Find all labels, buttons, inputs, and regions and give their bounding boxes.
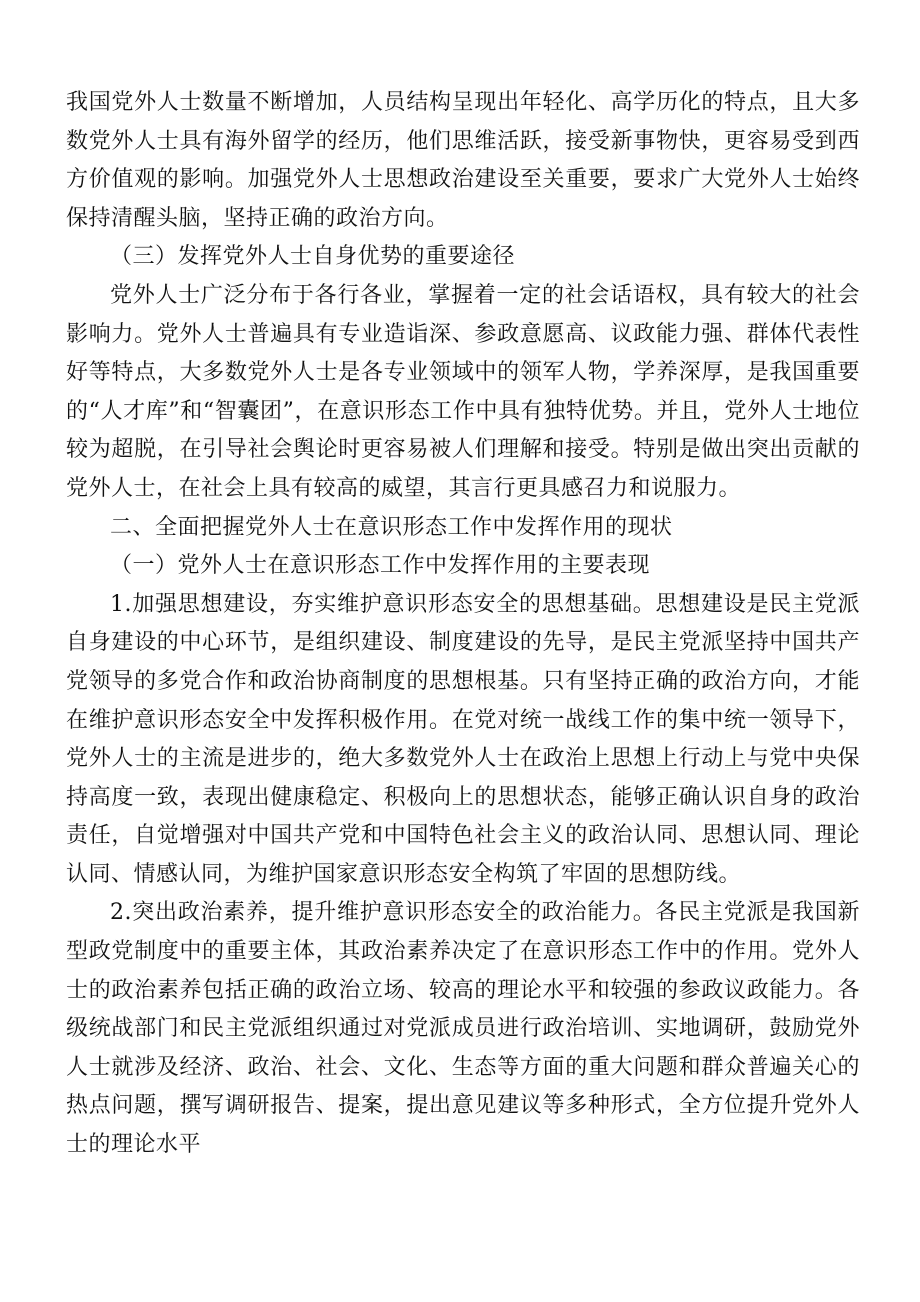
paragraph-4: 2.突出政治素养，提升维护意识形态安全的政治能力。各民主党派是我国新型政党制度中的重要主体，其政治素养决定了在意识形态工作中的作用。党外人士的政治素养包括正确的政治立场、较高的理论水平和较强的参政议政能力。各级统战部门和民主党派组织通过对党派成员进行政治培训、实地调研，鼓励党外人士就涉及经济、政治、社会、文化、生态等方面的重大问题和群众普遍关心的热点问题，撰写调研报告、提案，提出意见建议等多种形式，全方位提升党外人士的理论水平	[66, 900, 860, 1158]
section-heading-3: （三）发挥党外人士自身优势的重要途径	[110, 244, 516, 270]
paragraph-1: 我国党外人士数量不断增加，人员结构呈现出年轻化、高学历化的特点，且大多数党外人士具有海外留学的经历，他们思维活跃，接受新事物快，更容易受到西方价值观的影响。加强党外人士思想政治建设至关重要，要求广大党外人士始终保持清醒头脑，坚持正确的政治方向。	[66, 90, 860, 231]
document-body	[66, 84, 860, 1165]
paragraph-3: 1.加强思想建设，夯实维护意识形态安全的思想基础。思想建设是民主党派自身建设的中心环节，是组织建设、制度建设的先导，是民主党派坚持中国共产党领导的多党合作和政治协商制度的思想根基。只有坚持正确的政治方向，才能在维护意识形态安全中发挥积极作用。在党对统一战线工作的集中统一领导下，党外人士的主流是进步的，绝大多数党外人士在政治上思想上行动上与党中央保持高度一致，表现出健康稳定、积极向上的思想状态，能够正确认识自身的政治责任，自觉增强对中国共产党和中国特色社会主义的政治认同、思想认同、理论认同、情感认同，为维护国家意识形态安全构筑了牢固的思想防线。	[66, 591, 860, 887]
chapter-heading-2: 二、全面把握党外人士在意识形态工作中发挥作用的现状	[110, 514, 673, 540]
section-heading-1: （一）党外人士在意识形态工作中发挥作用的主要表现	[110, 553, 651, 579]
paragraph-2: 党外人士广泛分布于各行各业，掌握着一定的社会话语权，具有较大的社会影响力。党外人士普遍具有专业造诣深、参政意愿高、议政能力强、群体代表性好等特点，大多数党外人士是各专业领域中的领军人物，学养深厚，是我国重要的“人才库”和“智囊团”，在意识形态工作中具有独特优势。并且，党外人士地位较为超脱，在引导社会舆论时更容易被人们理解和接受。特别是做出突出贡献的党外人士，在社会上具有较高的威望，其言行更具感召力和说服力。	[66, 282, 860, 501]
